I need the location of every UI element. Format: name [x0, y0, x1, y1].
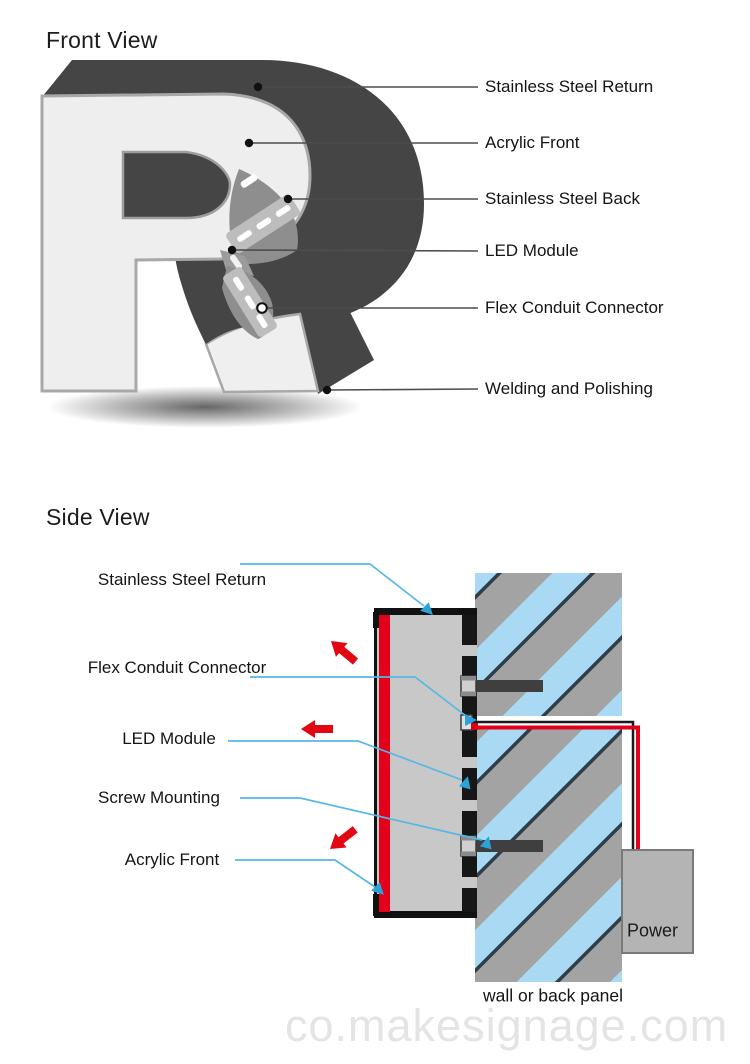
front-label-acrylic-front: Acrylic Front	[485, 133, 580, 152]
flex-connector-dot	[257, 303, 267, 313]
red-arrow-down-left	[324, 822, 360, 856]
side-view-title: Side View	[46, 504, 150, 530]
watermark-text: co.makesignage.com	[285, 1000, 729, 1051]
front-label-led-module: LED Module	[485, 241, 579, 260]
red-arrows	[301, 634, 361, 856]
front-label-welding-and-polishing: Welding and Polishing	[485, 379, 653, 398]
front-label-stainless-steel-back: Stainless Steel Back	[485, 189, 640, 208]
wall-upper	[475, 573, 622, 716]
channel-bottom-border	[374, 911, 477, 918]
red-arrow-up-left	[325, 634, 361, 668]
side-label-stainless-steel-return: Stainless Steel Return	[97, 570, 267, 589]
power-box-label: Power	[627, 920, 679, 941]
letter-counter	[123, 152, 230, 218]
side-label-led-module: LED Module	[122, 729, 216, 748]
acrylic-front-strip	[379, 615, 390, 912]
red-arrow-left	[301, 720, 333, 738]
side-label-acrylic-front: Acrylic Front	[124, 850, 220, 869]
side-view-diagram	[228, 564, 693, 982]
wall-lower	[475, 726, 622, 982]
channel-left-edge	[374, 608, 377, 918]
side-label-screw-mounting: Screw Mounting	[98, 788, 220, 807]
wall-caption: wall or back panel	[482, 985, 624, 1006]
front-label-stainless-steel-return: Stainless Steel Return	[485, 77, 654, 96]
front-view-letter-r	[42, 60, 424, 428]
front-label-flex-conduit-connector: Flex Conduit Connector	[485, 298, 664, 317]
front-view-title: Front View	[46, 27, 158, 53]
side-label-flex-conduit-connector: Flex Conduit Connector	[87, 658, 267, 677]
